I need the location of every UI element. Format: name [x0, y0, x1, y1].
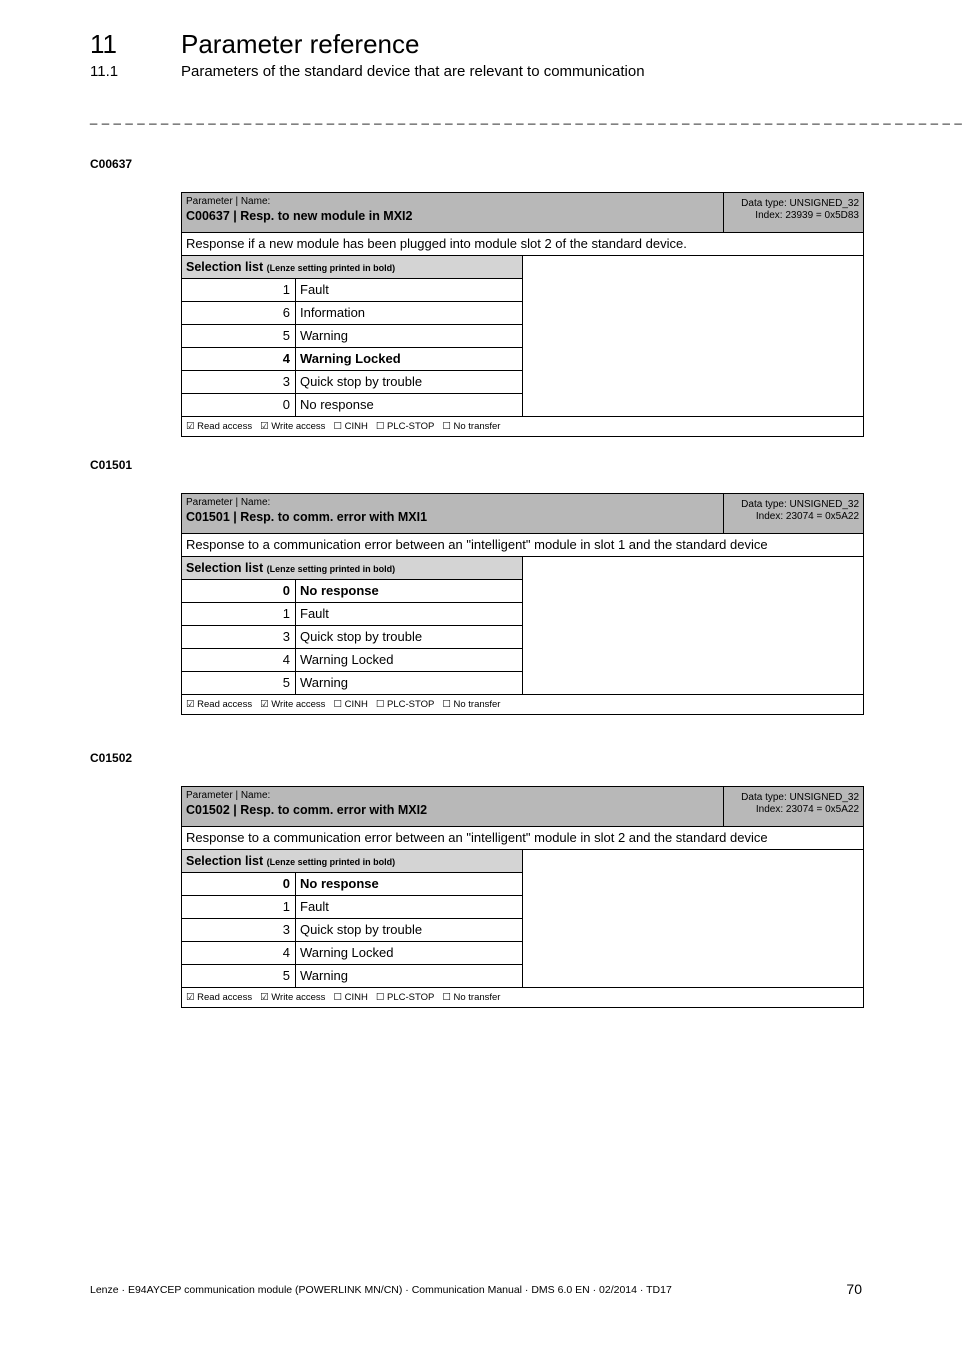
index: Index: 23074 = 0x5A22 [755, 804, 859, 815]
no-transfer-flag: ☐ No transfer [442, 421, 501, 432]
parameter-description: Response to a communication error between an "intelligent" module in slot 2 and the standard device [182, 827, 863, 850]
selection-list-note: (Lenze setting printed in bold) [266, 263, 396, 273]
option-value: 1 [182, 603, 296, 625]
option-text: No response [300, 397, 374, 412]
option-value: 6 [182, 302, 296, 324]
option-text: Fault [300, 899, 329, 914]
selection-list [182, 557, 523, 694]
selection-row-default [182, 348, 522, 371]
selection-row-default [182, 580, 522, 603]
section-title: Parameters of the standard device that are relevant to communication [181, 63, 645, 80]
selection-list-label: Selection list [186, 854, 264, 868]
parameter-description: Response if a new module has been plugged into module slot 2 of the standard device. [182, 233, 863, 256]
option-value: 0 [182, 580, 296, 602]
selection-row [182, 394, 522, 416]
data-type: Data type: UNSIGNED_32 [741, 499, 859, 510]
write-access-flag: ☑ Write access [260, 699, 326, 710]
selection-row [182, 279, 522, 302]
option-text: Warning [300, 328, 348, 343]
selection-row [182, 942, 522, 965]
selection-list [182, 850, 523, 987]
option-text: No response [300, 876, 379, 891]
read-access-flag: ☑ Read access [186, 992, 253, 1003]
selection-row [182, 371, 522, 394]
access-flags [182, 988, 863, 1007]
parameter-name-label: Parameter | Name: [186, 790, 271, 801]
selection-list-header [182, 256, 522, 279]
option-text: Warning [300, 968, 348, 983]
option-value: 3 [182, 919, 296, 941]
read-access-flag: ☑ Read access [186, 699, 253, 710]
selection-list-header [182, 850, 522, 873]
selection-row [182, 302, 522, 325]
option-value: 0 [182, 873, 296, 895]
no-transfer-flag: ☐ No transfer [442, 992, 501, 1003]
selection-list-label: Selection list [186, 561, 264, 575]
parameter-code-heading: C00637 [90, 157, 133, 171]
parameter-table [181, 192, 864, 437]
option-text: Information [300, 305, 366, 320]
parameter-table-header [182, 494, 863, 534]
option-text: Quick stop by trouble [300, 922, 423, 937]
plc-stop-flag: ☐ PLC-STOP [375, 421, 435, 432]
selection-list-header [182, 557, 522, 580]
option-value: 4 [182, 348, 296, 370]
option-value: 5 [182, 325, 296, 347]
option-text: Fault [300, 282, 329, 297]
selection-row [182, 325, 522, 348]
selection-row-default [182, 873, 522, 896]
selection-list-note: (Lenze setting printed in bold) [266, 857, 396, 867]
option-text: Warning Locked [300, 652, 394, 667]
parameter-name: C00637 | Resp. to new module in MXI2 [186, 209, 413, 223]
selection-list-label: Selection list [186, 260, 264, 274]
selection-row [182, 649, 522, 672]
option-value: 5 [182, 672, 296, 694]
access-flags [182, 417, 863, 436]
option-value: 4 [182, 942, 296, 964]
cinh-flag: ☐ CINH [333, 421, 368, 432]
empty-cell [523, 557, 863, 694]
data-type: Data type: UNSIGNED_32 [741, 198, 859, 209]
empty-cell [523, 850, 863, 987]
option-value: 0 [182, 394, 296, 416]
option-text: Warning Locked [300, 351, 401, 366]
write-access-flag: ☑ Write access [260, 992, 326, 1003]
access-flags [182, 695, 863, 714]
chapter-number: 11 [90, 29, 117, 59]
option-value: 3 [182, 626, 296, 648]
option-text: Warning [300, 675, 348, 690]
page-number: 70 [846, 1281, 862, 1297]
selection-row [182, 672, 522, 694]
parameter-table [181, 786, 864, 1008]
selection-row [182, 919, 522, 942]
selection-row [182, 965, 522, 987]
parameter-table [181, 493, 864, 715]
read-access-flag: ☑ Read access [186, 421, 253, 432]
selection-row [182, 896, 522, 919]
parameter-description: Response to a communication error between an "intelligent" module in slot 1 and the standard device [182, 534, 863, 557]
parameter-name: C01501 | Resp. to comm. error with MXI1 [186, 510, 428, 524]
parameter-name: C01502 | Resp. to comm. error with MXI2 [186, 803, 428, 817]
option-text: Fault [300, 606, 329, 621]
footer-text: Lenze · E94AYCEP communication module (POWERLINK MN/CN) · Communication Manual · DMS 6.0 EN · 02/2014 · TD17 [90, 1284, 672, 1296]
index: Index: 23939 = 0x5D83 [755, 210, 859, 221]
chapter-title: Parameter reference [181, 29, 420, 59]
option-text: Warning Locked [300, 945, 394, 960]
selection-list [182, 256, 523, 416]
option-value: 3 [182, 371, 296, 393]
cinh-flag: ☐ CINH [333, 992, 368, 1003]
index: Index: 23074 = 0x5A22 [755, 511, 859, 522]
option-text: Quick stop by trouble [300, 374, 423, 389]
parameter-table-header [182, 787, 863, 827]
option-text: Quick stop by trouble [300, 629, 423, 644]
option-text: No response [300, 583, 379, 598]
parameter-name-label: Parameter | Name: [186, 497, 271, 508]
plc-stop-flag: ☐ PLC-STOP [375, 699, 435, 710]
section-number: 11.1 [90, 63, 119, 80]
no-transfer-flag: ☐ No transfer [442, 699, 501, 710]
selection-row [182, 603, 522, 626]
header-divider: _ _ _ _ _ _ _ _ _ _ _ _ _ _ _ _ _ _ _ _ _ _ _ _ _ _ _ _ _ _ _ _ _ _ _ _ _ _ _ _ _ _ _ _ _ _ _ _ _ _ _ _ _ _ _ _ _ _ _ _ _ _ _ _ _ _ _ _ _ _ _ _ _ _ [90, 110, 962, 125]
option-value: 1 [182, 279, 296, 301]
parameter-code-heading: C01502 [90, 751, 133, 765]
selection-row [182, 626, 522, 649]
write-access-flag: ☑ Write access [260, 421, 326, 432]
option-value: 1 [182, 896, 296, 918]
parameter-code-heading: C01501 [90, 458, 133, 472]
cinh-flag: ☐ CINH [333, 699, 368, 710]
plc-stop-flag: ☐ PLC-STOP [375, 992, 435, 1003]
parameter-name-label: Parameter | Name: [186, 196, 271, 207]
option-value: 5 [182, 965, 296, 987]
selection-list-note: (Lenze setting printed in bold) [266, 564, 396, 574]
data-type: Data type: UNSIGNED_32 [741, 792, 859, 803]
empty-cell [523, 256, 863, 416]
parameter-table-header [182, 193, 863, 233]
option-value: 4 [182, 649, 296, 671]
